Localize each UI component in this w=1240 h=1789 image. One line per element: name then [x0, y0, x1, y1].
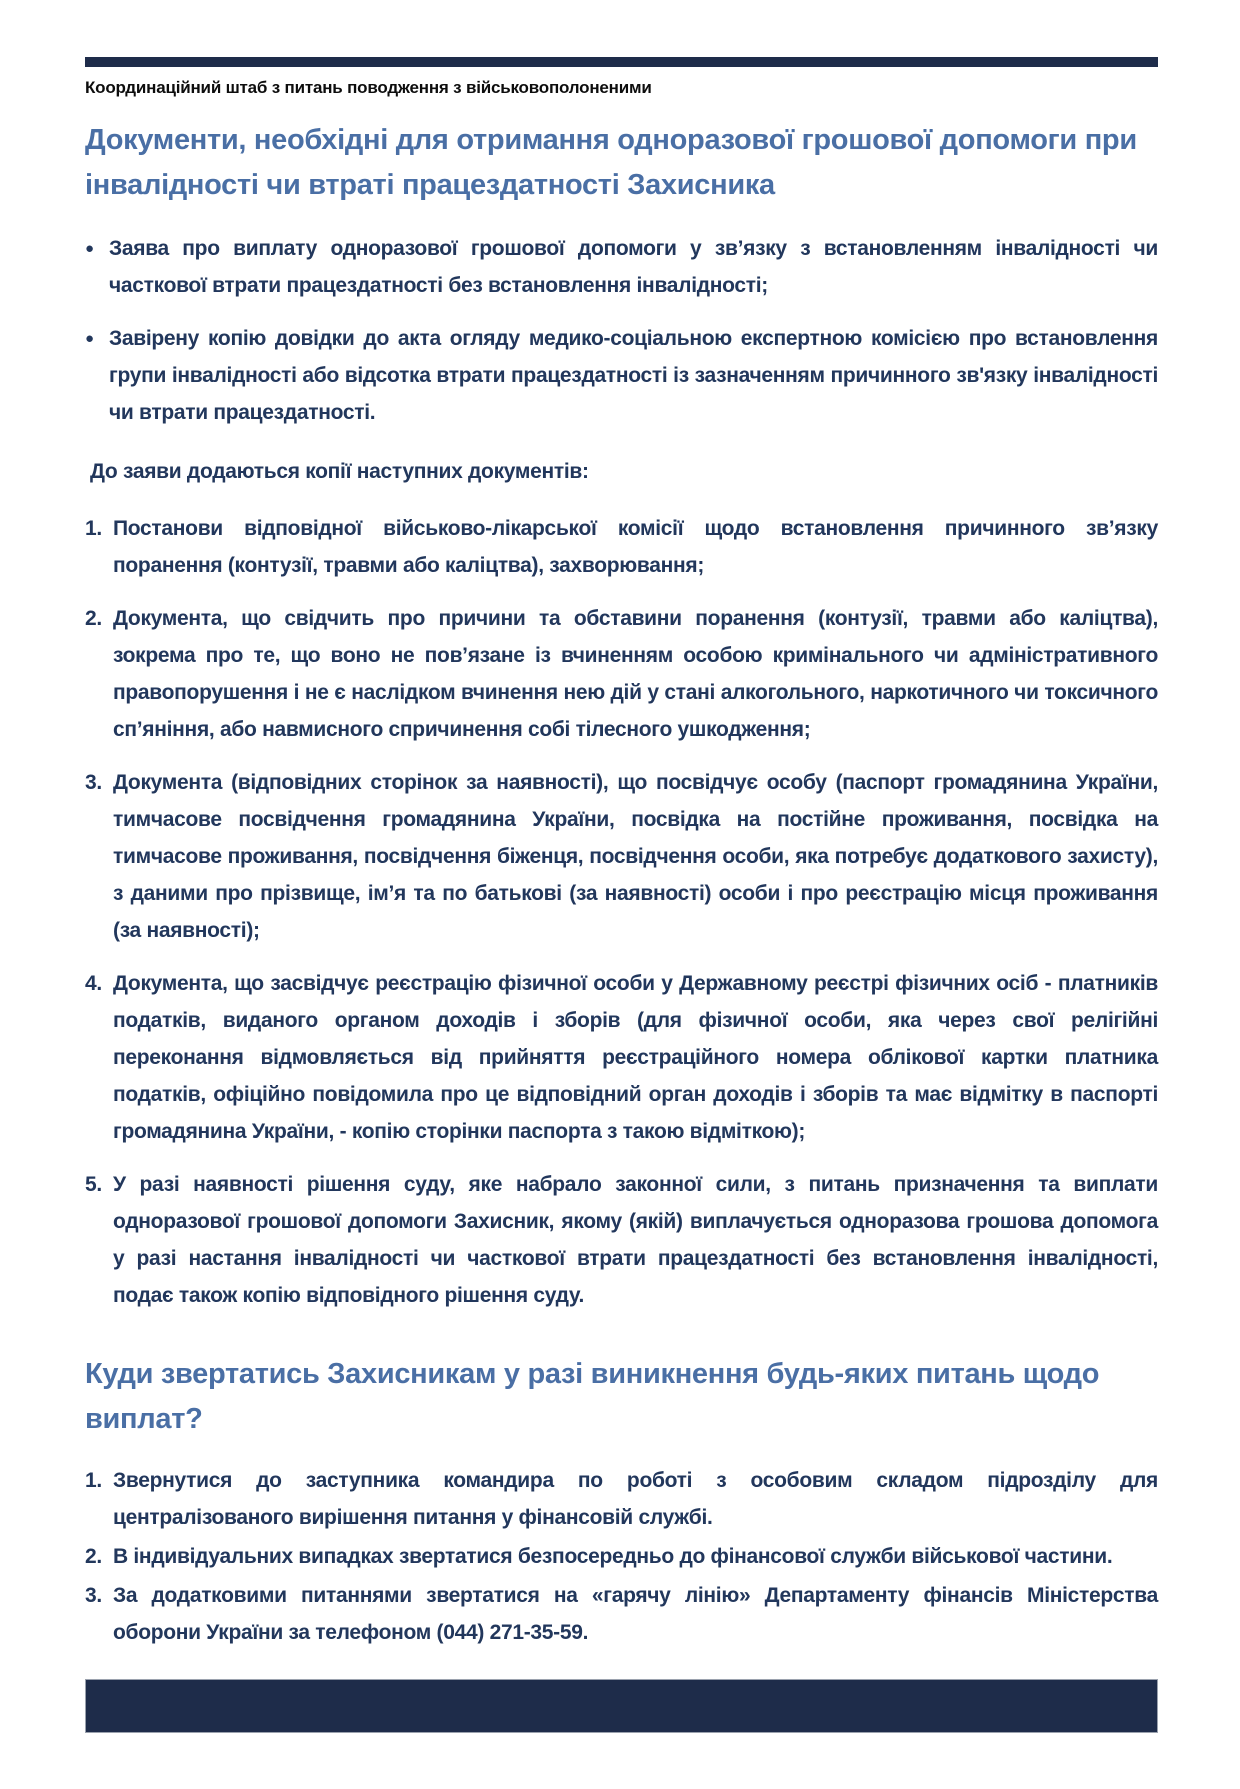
list-item-text: За додатковими питаннями звертатися на «гарячу лінію» Департаменту фінансів Міністерства оборони України за телефоном (044) 271-35-59. [113, 1584, 1158, 1644]
list-item [85, 764, 1158, 949]
bullet-marker: ● [85, 330, 94, 347]
list-item [85, 600, 1158, 748]
list-item-text: Заява про виплату одноразової грошової допомоги у зв’язку з встановленням інвалідності чи часткової втрати працездатності без встановлення інвалідності; [109, 237, 1158, 297]
list-item-text: Завірену копію довідки до акта огляду медико-соціальною експертною комісією про встановлення групи інвалідності або відсотка втрати працездатності із зазначенням причинного зв'язку інвалідності чи втрати працездатності. [109, 327, 1158, 424]
list-number: 3. [85, 1584, 102, 1607]
list-item-text: Документа, що засвідчує реєстрацію фізичної особи у Державному реєстрі фізичних осіб - платників податків, виданого органом доходів і зборів (для фізичної особи, яка через свої релігійні переконання відмовляється від прийняття реєстраційного номера облікової картки платника податків, офіційно повідомила про це відповідний орган доходів і зборів та має відмітку в паспорті громадянина України, - копію сторінки паспорта з такою відміткою); [113, 972, 1158, 1143]
where-to-apply-numbered-list [85, 1462, 1158, 1651]
list-item [85, 320, 1158, 431]
section-title-where-to-apply: Куди звертатись Захисникам у разі виникнення будь-яких питань щодо виплат? [85, 1358, 1100, 1435]
list-item-text: Документа, що свідчить про причини та обставини поранення (контузії, травми або каліцтва), зокрема про те, що воно не пов’язане із вчиненням особою кримінального чи адміністративного правопорушення і не є наслідком вчинення нею дій у стані алкогольного, наркотичного чи токсичного сп’яніння, або навмисного спричинення собі тілесного ушкодження; [113, 607, 1158, 741]
list-number: 1. [85, 517, 102, 540]
required-documents-bullet-list [85, 230, 1158, 431]
list-number: 2. [85, 1545, 102, 1568]
page-title: Документи, необхідні для отримання одноразової грошової допомоги при інвалідності чи втраті працездатності Захисника [85, 124, 1137, 201]
list-item-text: В індивідуальних випадках звертатися безпосередньо до фінансової служби військової частини. [113, 1545, 1113, 1568]
org-name: Координаційний штаб з питань поводження з військовополоненими [85, 78, 652, 97]
list-item [85, 1462, 1158, 1536]
list-number: 1. [85, 1469, 102, 1492]
list-item [85, 1538, 1158, 1575]
list-number: 3. [85, 771, 102, 794]
list-number: 4. [85, 972, 102, 995]
bottom-divider-bar [85, 1679, 1158, 1733]
list-item [85, 1166, 1158, 1314]
top-divider-bar [85, 57, 1158, 67]
list-item-text: Постанови відповідної військово-лікарської комісії щодо встановлення причинного зв’язку поранення (контузії, травми або каліцтва), захворювання; [113, 517, 1158, 577]
list-item [85, 510, 1158, 584]
list-number: 2. [85, 607, 102, 630]
list-item-text: У разі наявності рішення суду, яке набрало законної сили, з питань призначення та виплати одноразової грошової допомоги Захисник, якому (якій) виплачується одноразова грошова допомога у разі настання інвалідності чи часткової втрати працездатності без встановлення інвалідності, подає також копію відповідного рішення суду. [113, 1173, 1158, 1307]
list-item [85, 1577, 1158, 1651]
attachments-intro: До заяви додаються копії наступних документів: [90, 460, 589, 483]
attachments-numbered-list [85, 510, 1158, 1314]
list-item [85, 230, 1158, 304]
list-item [85, 965, 1158, 1150]
bullet-marker: ● [85, 240, 94, 257]
list-item-text: Звернутися до заступника командира по роботі з особовим складом підрозділу для централізованого вирішення питання у фінансовій службі. [113, 1469, 1158, 1529]
list-number: 5. [85, 1173, 102, 1196]
list-item-text: Документа (відповідних сторінок за наявності), що посвідчує особу (паспорт громадянина України, тимчасове посвідчення громадянина України, посвідка на постійне проживання, посвідка на тимчасове проживання, посвідчення біженця, посвідчення особи, яка потребує додаткового захисту), з даними про прізвище, ім’я та по батькові (за наявності) особи і про реєстрацію місця проживання (за наявності); [113, 771, 1158, 942]
